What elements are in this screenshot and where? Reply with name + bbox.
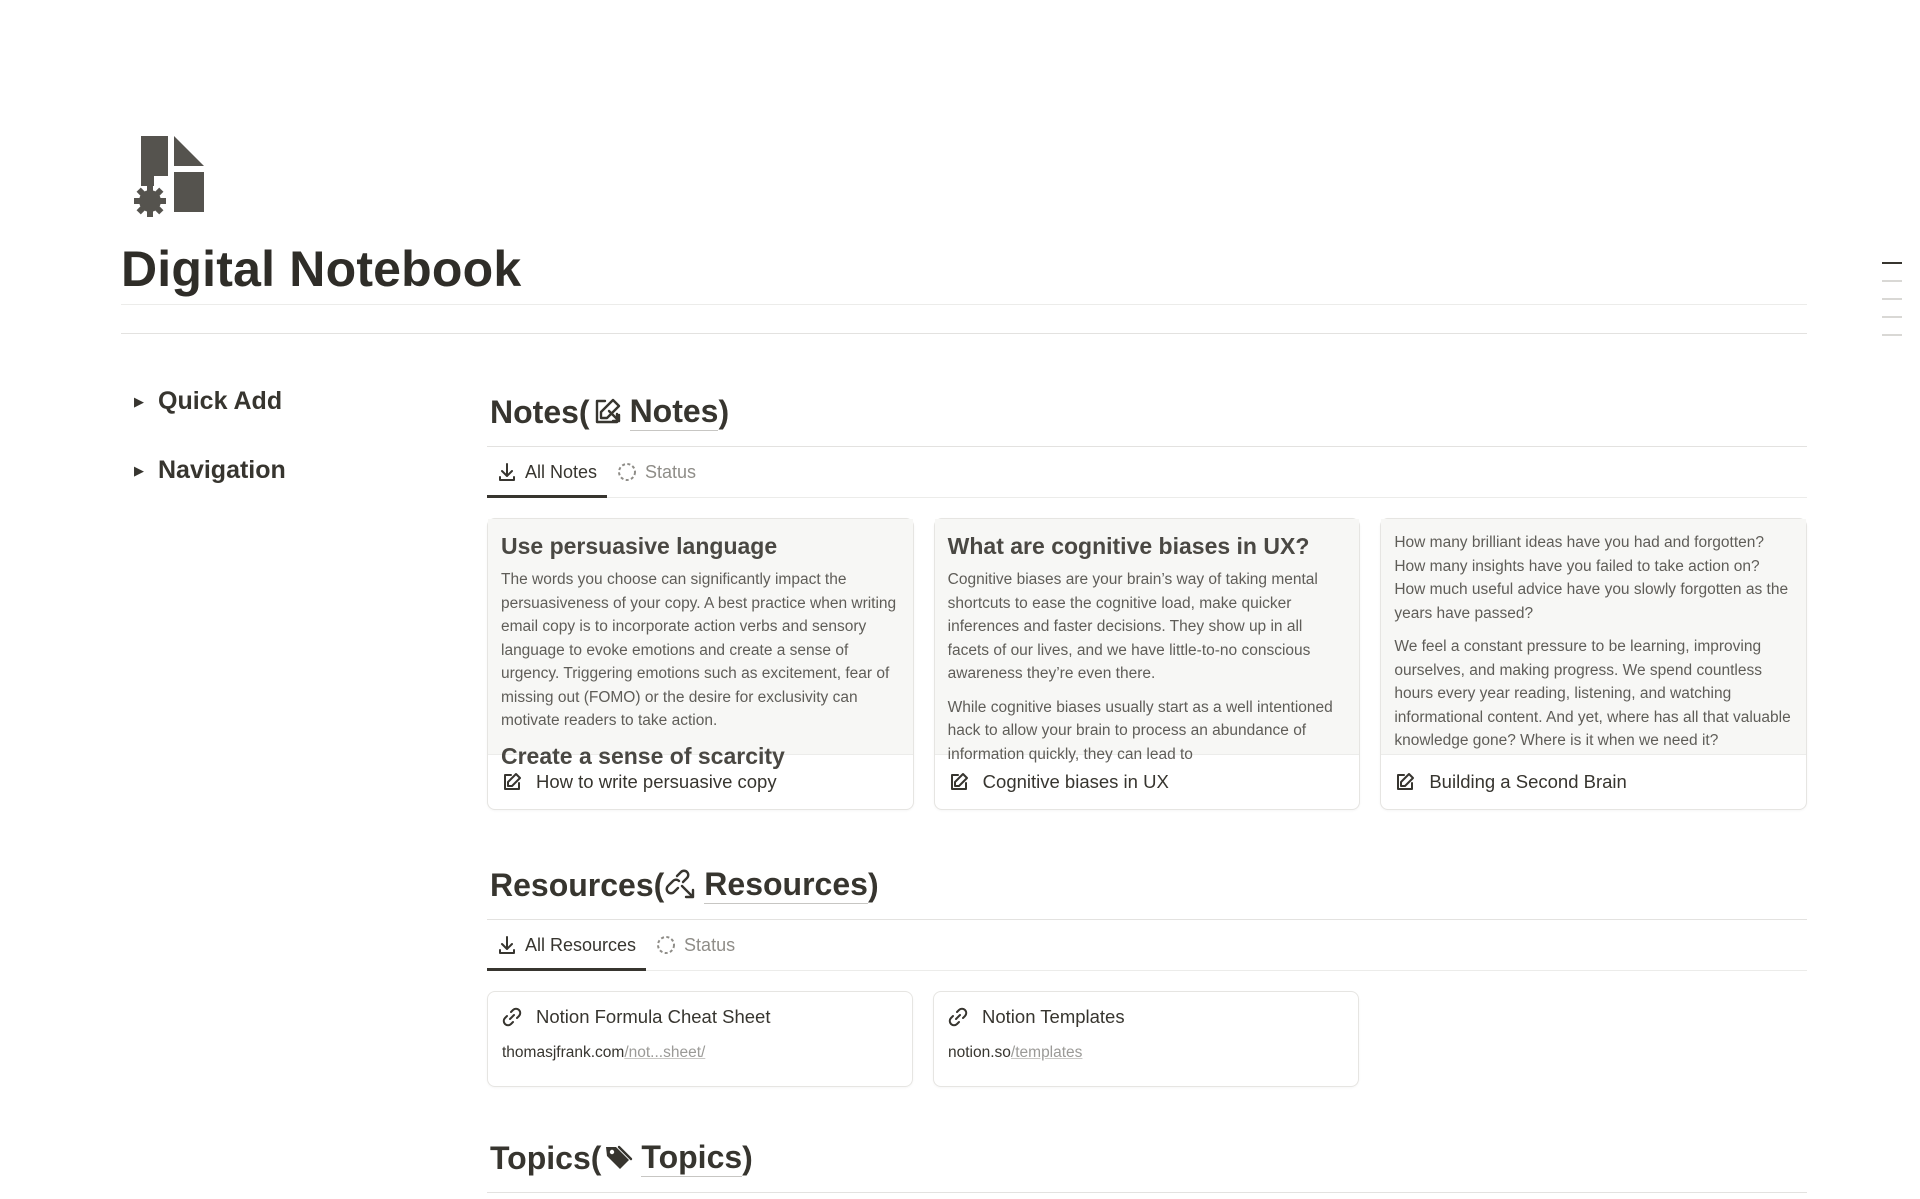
url-path: /not...sheet/ <box>624 1044 706 1061</box>
edit-icon <box>949 772 969 792</box>
resources-gallery <box>487 991 1807 1087</box>
page-icon-document-gear-icon[interactable] <box>130 130 210 220</box>
edit-icon <box>1395 772 1415 792</box>
dashed-circle-icon <box>656 935 676 955</box>
title-prefix: Topics( <box>490 1139 602 1176</box>
title-suffix: ) <box>742 1139 753 1176</box>
resource-title[interactable] <box>948 1006 1344 1028</box>
toc-item[interactable] <box>1882 280 1902 282</box>
edit-icon <box>502 772 522 792</box>
preview-text: How many brilliant ideas have you had and forgotten? How many insights have you failed to take action on? How much useful advice have you slowly forgotten as the years have passed? <box>1394 534 1789 622</box>
card-title[interactable] <box>1381 755 1806 809</box>
preview-heading: Use persuasive language <box>501 533 778 559</box>
card-name: How to write persuasive copy <box>536 771 777 792</box>
preview-subheading: Create a sense of scarcity <box>501 742 785 769</box>
dashed-circle-icon <box>617 462 637 482</box>
toc-item[interactable] <box>1882 262 1902 264</box>
link-icon <box>502 1007 522 1027</box>
divider <box>121 333 1807 334</box>
resource-name: Notion Formula Cheat Sheet <box>536 1006 771 1027</box>
toc-item[interactable] <box>1882 298 1902 300</box>
tab-status[interactable] <box>607 447 706 497</box>
triangle-right-icon[interactable]: ▶ <box>134 462 144 478</box>
card-name: Cognitive biases in UX <box>982 771 1169 792</box>
resource-card[interactable] <box>487 991 913 1087</box>
preview-text: Cognitive biases are your brain’s way of taking mental shortcuts to ease the cognitive load, make quicker inferences and faster decisions. They show up in all facets of our lives, and we have little-to-no conscious awareness they’re even there. <box>947 571 1318 682</box>
url-domain: notion.so <box>948 1044 1011 1061</box>
page-title[interactable]: Digital Notebook <box>121 241 522 297</box>
card-name: Building a Second Brain <box>1429 771 1627 792</box>
table-of-contents[interactable] <box>1882 262 1904 352</box>
link-icon <box>948 1007 968 1027</box>
resource-card[interactable] <box>933 991 1359 1087</box>
toggle-label: Navigation <box>158 456 286 484</box>
section-title-resources <box>487 865 1807 905</box>
tab-label: Status <box>645 461 697 482</box>
section-title-notes <box>487 392 1807 432</box>
notes-database-link[interactable]: Notes <box>629 393 719 429</box>
title-prefix: Resources( <box>490 866 665 903</box>
toc-item[interactable] <box>1882 334 1902 336</box>
download-icon <box>497 462 517 482</box>
resource-name: Notion Templates <box>982 1006 1125 1027</box>
gallery-card[interactable] <box>1380 518 1807 810</box>
preview-heading: What are cognitive biases in UX? <box>947 533 1310 559</box>
resource-url[interactable] <box>948 1044 1344 1062</box>
url-domain: thomasjfrank.com <box>502 1044 625 1061</box>
preview-text: We feel a constant pressure to be learning, improving ourselves, and making progress. We spend countless hours every year reading, listening, and watching informational content. And yet, where has all that valuable knowledge gone? Where is it when we need it? <box>1394 638 1791 749</box>
tags-icon <box>603 1143 633 1173</box>
card-preview <box>935 519 1360 763</box>
resource-title[interactable] <box>502 1006 898 1028</box>
section-divider <box>487 1192 1807 1193</box>
notes-gallery <box>487 518 1807 810</box>
notes-view-tabs <box>487 447 1807 498</box>
gallery-card[interactable] <box>487 518 914 810</box>
title-suffix: ) <box>718 393 730 430</box>
tab-label: All Resources <box>525 934 637 955</box>
triangle-right-icon[interactable]: ▶ <box>134 393 144 409</box>
edit-note-icon <box>592 397 622 427</box>
toc-item[interactable] <box>1882 316 1902 318</box>
resources-view-tabs <box>487 920 1807 971</box>
topics-database-link[interactable]: Topics <box>641 1139 743 1175</box>
notes-section <box>487 392 1807 810</box>
card-preview <box>1381 519 1806 755</box>
card-preview <box>488 519 913 769</box>
preview-text: The words you choose can significantly impact the persuasiveness of your copy. A best practice when writing email copy is to incorporate action verbs and sensory language to evoke emotions and create a sense of urgency. Triggering emotions such as excitement, fear of missing out (FOMO) or the desire for exclusivity can motivate readers to take action. <box>501 571 897 729</box>
tab-all-notes[interactable] <box>487 447 607 497</box>
tab-all-resources[interactable] <box>487 920 646 970</box>
section-title-topics <box>487 1138 1807 1178</box>
tab-label: All Notes <box>525 461 598 482</box>
resources-section <box>487 865 1807 1087</box>
url-path: /templates <box>1010 1044 1083 1061</box>
preview-text: While cognitive biases usually start as a well intentioned hack to allow your brain to process an abundance of information quickly, they can lead to <box>947 698 1333 763</box>
topics-section <box>487 1138 1807 1193</box>
title-prefix: Notes( <box>490 393 590 430</box>
tab-label: Status <box>684 934 736 955</box>
download-icon <box>497 935 517 955</box>
title-suffix: ) <box>867 866 879 903</box>
toggle-label: Quick Add <box>158 387 283 415</box>
toggle-quick-add[interactable] <box>134 387 282 416</box>
gallery-card[interactable] <box>934 518 1361 810</box>
link-arrow-icon <box>666 870 696 900</box>
title-divider <box>121 304 1807 305</box>
toggle-navigation[interactable] <box>134 456 286 485</box>
resources-database-link[interactable]: Resources <box>704 866 868 902</box>
tab-status[interactable] <box>646 920 745 970</box>
resource-url[interactable] <box>502 1044 898 1062</box>
